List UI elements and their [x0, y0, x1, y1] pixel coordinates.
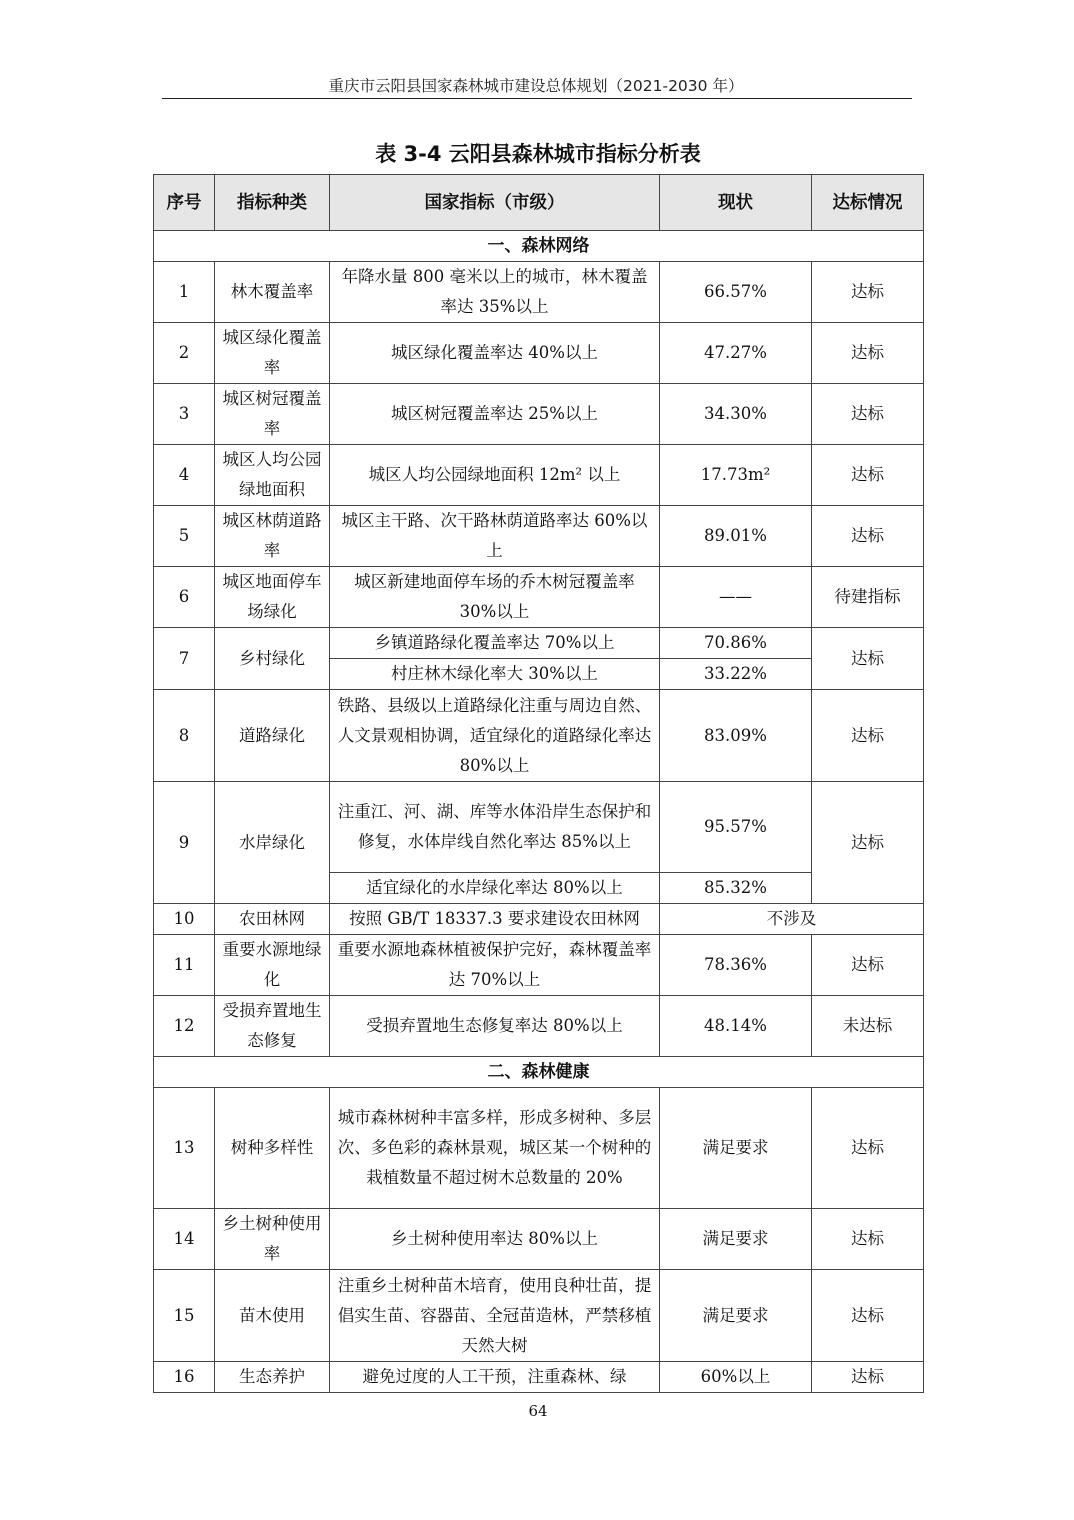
row-status: 66.57%	[660, 262, 812, 323]
row-status: 48.14%	[660, 996, 812, 1057]
column-header-result: 达标情况	[812, 175, 924, 231]
row-indicator: 城区主干路、次干路林荫道路率达 60%以上	[330, 506, 660, 567]
table-row	[154, 996, 924, 1057]
row-no: 15	[154, 1270, 215, 1362]
row-no: 12	[154, 996, 215, 1057]
row-no: 1	[154, 262, 215, 323]
column-header-status: 现状	[660, 175, 812, 231]
table-row	[154, 323, 924, 384]
table-row	[154, 1209, 924, 1270]
row-indicator: 注重乡土树种苗木培育，使用良种壮苗，提倡实生苗、容器苗、全冠苗造林，严禁移植天然大树	[330, 1270, 660, 1362]
running-header: 重庆市云阳县国家森林城市建设总体规划（2021-2030 年）	[328, 77, 744, 95]
row-result: 未达标	[812, 996, 924, 1057]
section-row	[154, 1057, 924, 1088]
row-result: 达标	[812, 935, 924, 996]
row-indicator: 年降水量 800 毫米以上的城市，林木覆盖率达 35%以上	[330, 262, 660, 323]
section-title: 一、森林网络	[154, 231, 924, 262]
row-category: 乡村绿化	[215, 628, 330, 690]
table-row	[154, 506, 924, 567]
row-indicator: 城市森林树种丰富多样，形成多树种、多层次、多色彩的森林景观，城区某一个树种的栽植数量不超过树木总数量的 20%	[330, 1088, 660, 1209]
row-category: 城区地面停车场绿化	[215, 567, 330, 628]
row-status: 89.01%	[660, 506, 812, 567]
row-status: 满足要求	[660, 1088, 812, 1209]
table-row	[154, 567, 924, 628]
row-category: 城区人均公园绿地面积	[215, 445, 330, 506]
row-category: 乡土树种使用率	[215, 1209, 330, 1270]
table-row	[154, 445, 924, 506]
row-result: 达标	[812, 506, 924, 567]
table-row	[154, 1270, 924, 1362]
row-status: 85.32%	[660, 873, 812, 904]
row-indicator: 城区新建地面停车场的乔木树冠覆盖率 30%以上	[330, 567, 660, 628]
row-indicator: 注重江、河、湖、库等水体沿岸生态保护和修复，水体岸线自然化率达 85%以上	[330, 782, 660, 873]
row-indicator: 村庄林木绿化率大 30%以上	[330, 659, 660, 690]
row-status: 34.30%	[660, 384, 812, 445]
table-row	[154, 1362, 924, 1393]
row-category: 树种多样性	[215, 1088, 330, 1209]
row-status: ——	[660, 567, 812, 628]
row-result: 待建指标	[812, 567, 924, 628]
row-result: 达标	[812, 690, 924, 782]
row-indicator: 适宜绿化的水岸绿化率达 80%以上	[330, 873, 660, 904]
row-status: 33.22%	[660, 659, 812, 690]
table-row	[154, 690, 924, 782]
row-category: 城区绿化覆盖率	[215, 323, 330, 384]
row-status-result: 不涉及	[660, 904, 924, 935]
table-row	[154, 262, 924, 323]
section-title: 二、森林健康	[154, 1057, 924, 1088]
column-header-no: 序号	[154, 175, 215, 231]
row-no: 2	[154, 323, 215, 384]
row-status: 60%以上	[660, 1362, 812, 1393]
row-result: 达标	[812, 1270, 924, 1362]
row-category: 城区树冠覆盖率	[215, 384, 330, 445]
row-status: 47.27%	[660, 323, 812, 384]
row-category: 农田林网	[215, 904, 330, 935]
row-status: 17.73m²	[660, 445, 812, 506]
table-row	[154, 384, 924, 445]
row-indicator: 城区树冠覆盖率达 25%以上	[330, 384, 660, 445]
row-indicator: 受损弃置地生态修复率达 80%以上	[330, 996, 660, 1057]
row-category: 生态养护	[215, 1362, 330, 1393]
row-result: 达标	[812, 323, 924, 384]
row-no: 10	[154, 904, 215, 935]
row-no: 14	[154, 1209, 215, 1270]
row-no: 9	[154, 782, 215, 904]
row-category: 城区林荫道路率	[215, 506, 330, 567]
row-indicator: 铁路、县级以上道路绿化注重与周边自然、人文景观相协调，适宜绿化的道路绿化率达 80%以上	[330, 690, 660, 782]
row-no: 16	[154, 1362, 215, 1393]
table-row	[154, 628, 924, 659]
row-no: 3	[154, 384, 215, 445]
row-result: 达标	[812, 1362, 924, 1393]
row-no: 8	[154, 690, 215, 782]
row-no: 5	[154, 506, 215, 567]
row-status: 满足要求	[660, 1270, 812, 1362]
row-indicator: 城区人均公园绿地面积 12m² 以上	[330, 445, 660, 506]
row-indicator: 乡土树种使用率达 80%以上	[330, 1209, 660, 1270]
header-rule	[162, 98, 912, 99]
row-result: 达标	[812, 384, 924, 445]
row-category: 重要水源地绿化	[215, 935, 330, 996]
row-result: 达标	[812, 262, 924, 323]
indicator-table	[153, 174, 924, 1393]
row-indicator: 乡镇道路绿化覆盖率达 70%以上	[330, 628, 660, 659]
row-result: 达标	[812, 1209, 924, 1270]
row-indicator: 按照 GB/T 18337.3 要求建设农田林网	[330, 904, 660, 935]
row-indicator: 重要水源地森林植被保护完好，森林覆盖率达 70%以上	[330, 935, 660, 996]
row-result: 达标	[812, 782, 924, 904]
row-category: 林木覆盖率	[215, 262, 330, 323]
row-indicator: 避免过度的人工干预，注重森林、绿	[330, 1362, 660, 1393]
row-category: 道路绿化	[215, 690, 330, 782]
table-header-row	[154, 175, 924, 231]
page-number: 64	[528, 1402, 548, 1420]
table-caption: 表 3-4 云阳县森林城市指标分析表	[375, 142, 701, 166]
table-row	[154, 1088, 924, 1209]
section-row	[154, 231, 924, 262]
row-status: 满足要求	[660, 1209, 812, 1270]
table-row	[154, 935, 924, 996]
row-category: 水岸绿化	[215, 782, 330, 904]
row-status: 83.09%	[660, 690, 812, 782]
row-indicator: 城区绿化覆盖率达 40%以上	[330, 323, 660, 384]
row-no: 13	[154, 1088, 215, 1209]
row-no: 7	[154, 628, 215, 690]
row-no: 4	[154, 445, 215, 506]
row-result: 达标	[812, 1088, 924, 1209]
column-header-category: 指标种类	[215, 175, 330, 231]
table-row	[154, 904, 924, 935]
row-no: 6	[154, 567, 215, 628]
row-no: 11	[154, 935, 215, 996]
row-status: 70.86%	[660, 628, 812, 659]
row-category: 受损弃置地生态修复	[215, 996, 330, 1057]
row-category: 苗木使用	[215, 1270, 330, 1362]
row-result: 达标	[812, 628, 924, 690]
row-status: 95.57%	[660, 782, 812, 873]
table-row	[154, 782, 924, 873]
column-header-indicator: 国家指标（市级）	[330, 175, 660, 231]
row-result: 达标	[812, 445, 924, 506]
row-status: 78.36%	[660, 935, 812, 996]
